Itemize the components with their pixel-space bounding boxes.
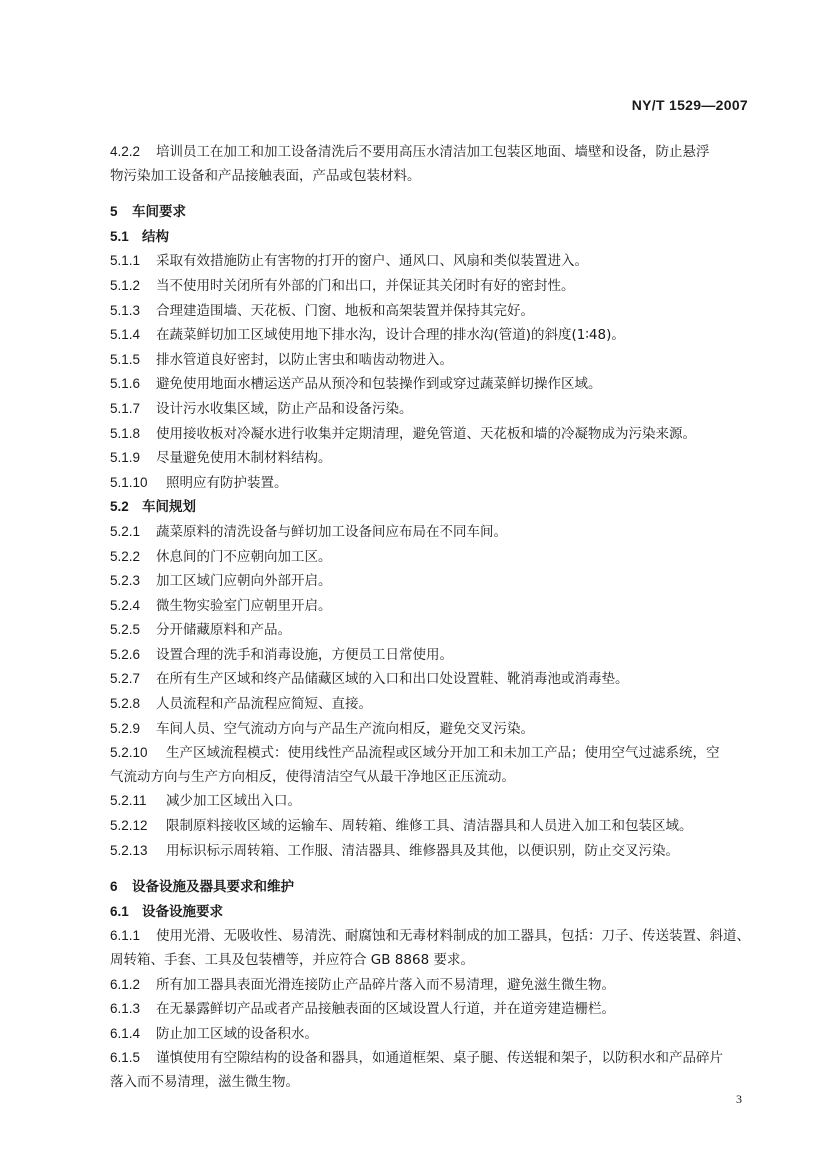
section-heading bbox=[110, 495, 755, 520]
clause-text: 微生物实验室门应朝里开启。 bbox=[156, 597, 332, 614]
clause-text: 生产区域流程模式：使用线性产品流程或区域分开加工和未加工产品；使用空气过滤系统，空 bbox=[166, 745, 720, 762]
clause-text: 避免使用地面水槽运送产品从预冷和包装操作到或穿过蔬菜鲜切操作区域。 bbox=[156, 376, 602, 393]
clause-number: 6.1.2 bbox=[110, 976, 141, 992]
clause-text: 在所有生产区域和终产品储藏区域的入口和出口处设置鞋、靴消毒池或消毒垫。 bbox=[156, 671, 629, 688]
clause-text: 限制原料接收区域的运输车、周转箱、维修工具、清洁器具和人员进入加工和包装区域。 bbox=[166, 818, 693, 835]
clause-text: 合理建造围墙、天花板、门窗、地板和高架装置并保持其完好。 bbox=[156, 302, 534, 319]
section-heading bbox=[110, 875, 755, 900]
section-heading bbox=[110, 225, 755, 250]
clause-number: 5.2.8 bbox=[110, 696, 141, 712]
clause-line bbox=[110, 422, 755, 447]
clause-continuation: 气流动方向与生产方向相反，使得清洁空气从最干净地区正压流动。 bbox=[110, 768, 515, 785]
clause-text: 人员流程和产品流程应简短、直接。 bbox=[156, 696, 372, 713]
clause-text: 排水管道良好密封，以防止害虫和啮齿动物进入。 bbox=[156, 351, 453, 368]
clause-text: 设置合理的洗手和消毒设施，方便员工日常使用。 bbox=[156, 646, 453, 663]
clause-number: 5.1.7 bbox=[110, 400, 141, 416]
clause-number: 6.1.5 bbox=[110, 1050, 141, 1066]
clause-line bbox=[110, 618, 755, 643]
clause-text: 分开储藏原料和产品。 bbox=[156, 622, 291, 639]
clause-number: 5.2.2 bbox=[110, 548, 141, 564]
clause-number: 5.2.6 bbox=[110, 646, 141, 662]
clause-number: 5.2.13 bbox=[110, 842, 148, 858]
clause-line bbox=[110, 446, 755, 471]
clause-line bbox=[110, 140, 755, 165]
clause-line bbox=[110, 814, 755, 839]
clause-line bbox=[110, 323, 755, 348]
clause-text: 使用光滑、无吸收性、易清洗、耐腐蚀和无毒材料制成的加工器具，包括：刀子、传送装置、斜道、 bbox=[156, 928, 750, 945]
clause-text: 采取有效措施防止有害物的打开的窗户、通风口、风扇和类似装置进入。 bbox=[156, 253, 588, 270]
heading-text: 结构 bbox=[142, 228, 169, 245]
clause-text: 休息间的门不应朝向加工区。 bbox=[156, 548, 332, 565]
clause-text: 谨慎使用有空隙结构的设备和器具，如通道框架、桌子腿、传送辊和架子，以防积水和产品碎片 bbox=[156, 1050, 723, 1067]
clause-line bbox=[110, 924, 755, 949]
clause-line bbox=[110, 692, 755, 717]
clause-line bbox=[110, 973, 755, 998]
clause-number: 5.2.3 bbox=[110, 573, 141, 589]
clause-line bbox=[110, 545, 755, 570]
heading-text: 车间要求 bbox=[132, 204, 186, 221]
clause-number: 5.1.5 bbox=[110, 351, 141, 367]
clause-number: 6.1.4 bbox=[110, 1025, 141, 1041]
clause-number: 5.2.11 bbox=[110, 793, 147, 809]
clause-line bbox=[110, 299, 755, 324]
heading-text: 设备设施要求 bbox=[142, 903, 223, 920]
clause-line bbox=[110, 594, 755, 619]
clause-text: 当不使用时关闭所有外部的门和出口，并保证其关闭时有好的密封性。 bbox=[156, 277, 575, 294]
section-heading bbox=[110, 900, 755, 925]
clause-text: 减少加工区域出入口。 bbox=[166, 793, 301, 810]
clause-number: 5.2.5 bbox=[110, 622, 141, 638]
clause-line bbox=[110, 1022, 755, 1047]
page-number: 3 bbox=[736, 1092, 742, 1106]
clause-line bbox=[110, 569, 755, 594]
clause-line bbox=[110, 249, 755, 274]
clause-line bbox=[110, 643, 755, 668]
clause-number: 6.1.1 bbox=[110, 928, 141, 944]
clause-number: 6 bbox=[110, 879, 118, 895]
clause-number: 5.1.2 bbox=[110, 277, 141, 293]
clause-line bbox=[110, 667, 755, 692]
clause-number: 5.1.1 bbox=[110, 253, 141, 269]
clause-line bbox=[110, 741, 755, 766]
clause-text: 设计污水收集区域，防止产品和设备污染。 bbox=[156, 400, 413, 417]
clause-line bbox=[110, 520, 755, 545]
clause-text: 加工区域门应朝向外部开启。 bbox=[156, 573, 332, 590]
clause-text: 车间人员、空气流动方向与产品生产流向相反，避免交叉污染。 bbox=[156, 720, 534, 737]
section-gap bbox=[110, 188, 755, 200]
clause-continuation: 物污染加工设备和产品接触表面，产品或包装材料。 bbox=[110, 167, 421, 184]
section-gap bbox=[110, 863, 755, 875]
clause-number: 4.2.2 bbox=[110, 144, 141, 159]
clause-line bbox=[110, 397, 755, 422]
clause-number: 5.1.8 bbox=[110, 425, 141, 441]
clause-text: 照明应有防护装置。 bbox=[166, 474, 288, 491]
document-body bbox=[110, 140, 755, 1095]
clause-line bbox=[110, 348, 755, 373]
clause-text: 在蔬菜鲜切加工区域使用地下排水沟，设计合理的排水沟(管道)的斜度(1∶48)。 bbox=[156, 327, 625, 344]
clause-text: 在无暴露鲜切产品或者产品接触表面的区域设置人行道，并在道旁建造栅栏。 bbox=[156, 1001, 615, 1018]
clause-text: 防止加工区域的设备积水。 bbox=[156, 1025, 318, 1042]
heading-text: 车间规划 bbox=[142, 499, 196, 516]
clause-continuation: 周转箱、手套、工具及包装槽等，并应符合 GB 8868 要求。 bbox=[110, 952, 474, 968]
clause-number: 6.1.3 bbox=[110, 1001, 141, 1017]
clause-number: 5.1.9 bbox=[110, 450, 141, 466]
clause-text: 蔬菜原料的清洗设备与鲜切加工设备间应布局在不同车间。 bbox=[156, 523, 507, 540]
clause-number: 5.2.4 bbox=[110, 597, 141, 613]
clause-line bbox=[110, 1046, 755, 1071]
clause-line bbox=[110, 471, 755, 496]
clause-text: 尽量避免使用木制材料结构。 bbox=[156, 450, 332, 467]
clause-line bbox=[110, 789, 755, 814]
clause-number: 5.2.9 bbox=[110, 720, 141, 736]
clause-number: 5.1 bbox=[110, 228, 129, 244]
clause-text: 培训员工在加工和加工设备清洗后不要用高压水清洁加工包装区地面、墙壁和设备，防止悬浮 bbox=[156, 144, 710, 160]
clause-number: 5.2.7 bbox=[110, 671, 141, 687]
clause-line bbox=[110, 274, 755, 299]
heading-text: 设备设施及器具要求和维护 bbox=[132, 879, 294, 896]
standard-code: NY/T 1529—2007 bbox=[631, 97, 748, 113]
clause-number: 6.1 bbox=[110, 903, 129, 919]
clause-number: 5 bbox=[110, 204, 118, 220]
clause-number: 5.1.10 bbox=[110, 474, 148, 490]
clause-number: 5.2.12 bbox=[110, 818, 148, 834]
clause-line bbox=[110, 997, 755, 1022]
clause-text: 用标识标示周转箱、工作服、清洁器具、维修器具及其他，以便识别，防止交叉污染。 bbox=[166, 842, 679, 859]
clause-number: 5.2.10 bbox=[110, 745, 148, 761]
clause-text: 所有加工器具表面光滑连接防止产品碎片落入而不易清理，避免滋生微生物。 bbox=[156, 976, 615, 993]
clause-text: 使用接收板对冷凝水进行收集并定期清理，避免管道、天花板和墙的冷凝物成为污染来源。 bbox=[156, 425, 696, 442]
clause-line bbox=[110, 839, 755, 864]
clause-number: 5.2 bbox=[110, 499, 129, 515]
clause-continuation: 落入而不易清理，滋生微生物。 bbox=[110, 1073, 299, 1090]
clause-line bbox=[110, 372, 755, 397]
section-heading bbox=[110, 200, 755, 225]
clause-number: 5.2.1 bbox=[110, 523, 141, 539]
clause-number: 5.1.4 bbox=[110, 327, 141, 343]
clause-line bbox=[110, 717, 755, 742]
clause-number: 5.1.6 bbox=[110, 376, 141, 392]
clause-number: 5.1.3 bbox=[110, 302, 141, 318]
